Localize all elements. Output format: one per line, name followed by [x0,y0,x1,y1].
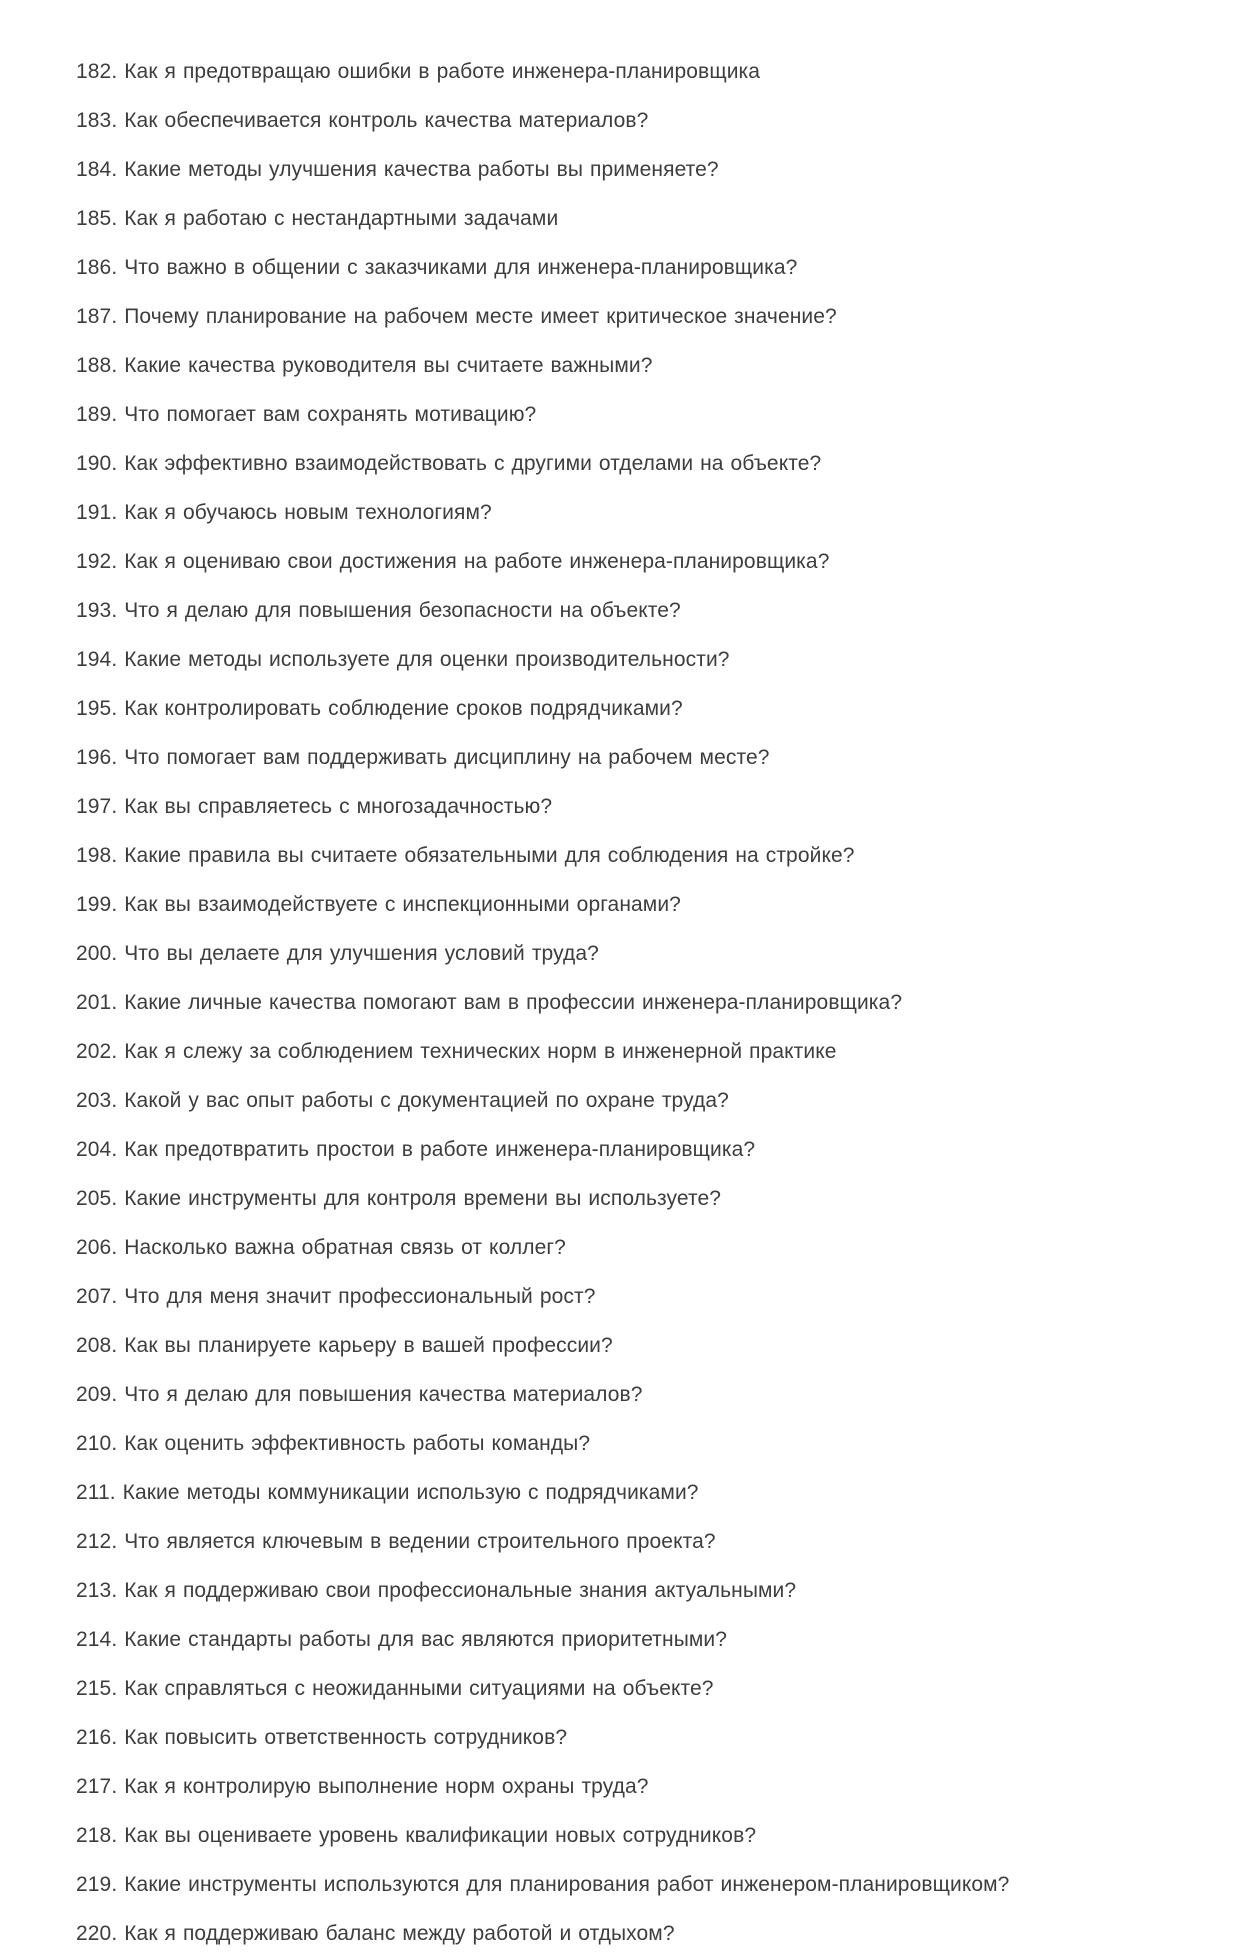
list-item: 218. Как вы оцениваете уровень квалификации новых сотрудников? [76,1824,757,1847]
list-item: 208. Как вы планируете карьеру в вашей профессии? [76,1334,613,1357]
list-item: 195. Как контролировать соблюдение сроков подрядчиками? [76,697,683,720]
list-item: 200. Что вы делаете для улучшения условий труда? [76,942,599,965]
list-item: 185. Как я работаю с нестандартными задачами [76,207,559,230]
list-item: 206. Насколько важна обратная связь от коллег? [76,1236,566,1259]
list-item: 188. Какие качества руководителя вы считаете важными? [76,354,653,377]
list-item: 202. Как я слежу за соблюдением технических норм в инженерной практике [76,1040,837,1063]
question-list [76,47,1169,1958]
list-item: 186. Что важно в общении с заказчиками для инженера-планировщика? [76,256,798,279]
list-item: 217. Как я контролирую выполнение норм охраны труда? [76,1775,649,1798]
list-item: 198. Какие правила вы считаете обязательными для соблюдения на стройке? [76,844,855,867]
list-item: 192. Как я оцениваю свои достижения на работе инженера-планировщика? [76,550,830,573]
list-item: 199. Как вы взаимодействуете с инспекционными органами? [76,893,681,916]
list-item: 213. Как я поддерживаю свои профессиональные знания актуальными? [76,1579,797,1602]
list-item: 220. Как я поддерживаю баланс между работой и отдыхом? [76,1922,675,1945]
list-item: 183. Как обеспечивается контроль качества материалов? [76,109,649,132]
list-item: 184. Какие методы улучшения качества работы вы применяете? [76,158,719,181]
list-item: 205. Какие инструменты для контроля времени вы используете? [76,1187,722,1210]
list-item: 193. Что я делаю для повышения безопасности на объекте? [76,599,681,622]
list-item: 214. Какие стандарты работы для вас являются приоритетными? [76,1628,728,1651]
list-item: 194. Какие методы используете для оценки производительности? [76,648,730,671]
list-item: 209. Что я делаю для повышения качества материалов? [76,1383,643,1406]
list-item: 216. Как повысить ответственность сотрудников? [76,1726,568,1749]
list-item: 212. Что является ключевым в ведении строительного проекта? [76,1530,716,1553]
list-item: 201. Какие личные качества помогают вам в профессии инженера-планировщика? [76,991,903,1014]
list-item: 210. Как оценить эффективность работы команды? [76,1432,591,1455]
list-item: 197. Как вы справляетесь с многозадачностью? [76,795,553,818]
list-item: 189. Что помогает вам сохранять мотивацию? [76,403,537,426]
list-item: 190. Как эффективно взаимодействовать с другими отделами на объекте? [76,452,822,475]
list-item: 204. Как предотвратить простои в работе инженера-планировщика? [76,1138,756,1161]
list-item: 187. Почему планирование на рабочем месте имеет критическое значение? [76,305,837,328]
list-item: 191. Как я обучаюсь новым технологиям? [76,501,492,524]
list-item: 203. Какой у вас опыт работы с документацией по охране труда? [76,1089,729,1112]
list-item: 196. Что помогает вам поддерживать дисциплину на рабочем месте? [76,746,770,769]
list-item: 207. Что для меня значит профессиональный рост? [76,1285,596,1308]
list-item: 215. Как справляться с неожиданными ситуациями на объекте? [76,1677,714,1700]
list-item: 182. Как я предотвращаю ошибки в работе инженера-планировщика [76,60,761,83]
list-item: 219. Какие инструменты используются для планирования работ инженером-планировщиком? [76,1873,1010,1896]
list-item: 211. Какие методы коммуникации использую с подрядчиками? [76,1481,699,1504]
